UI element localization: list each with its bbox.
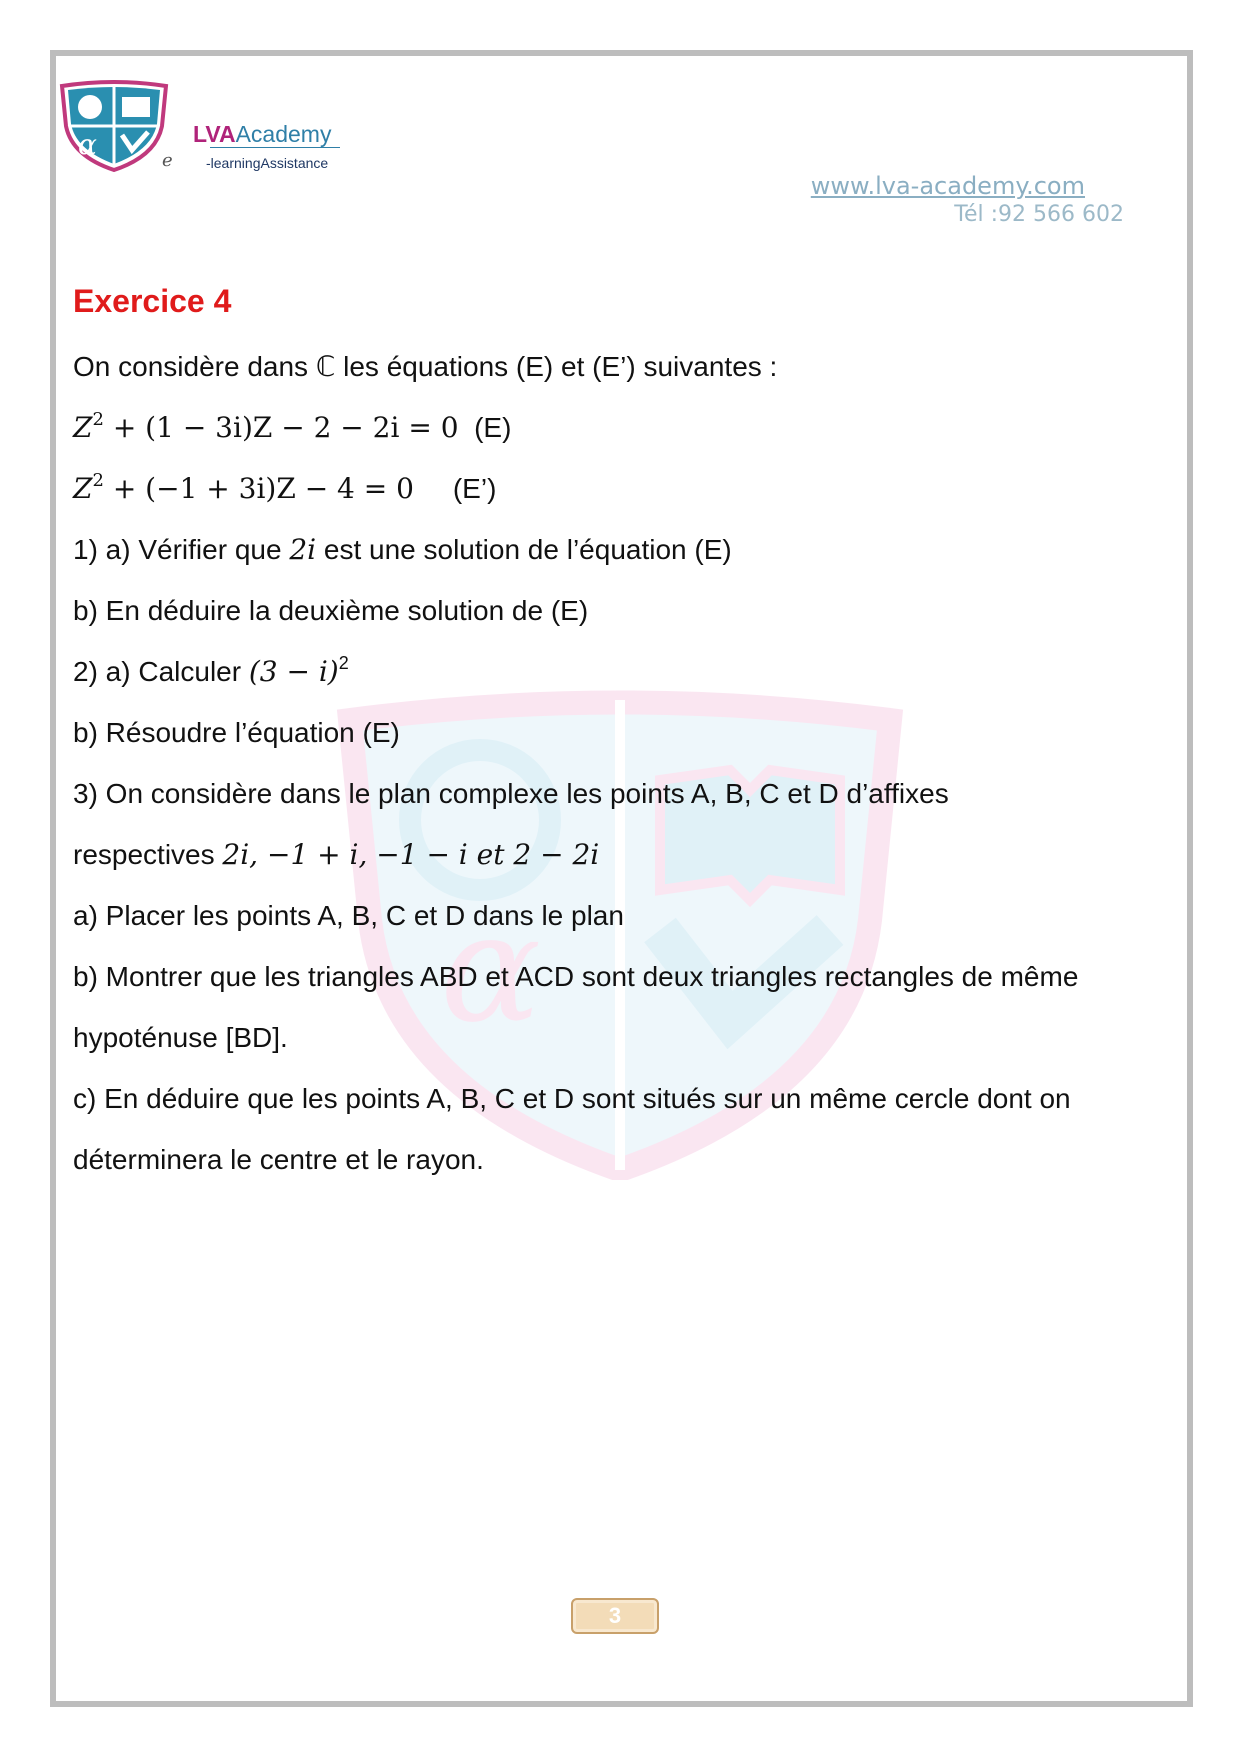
q2a-math: (3 − i) xyxy=(248,655,339,688)
affixes-math: 2i, −1 + i, −1 − i et 2 − 2i xyxy=(222,838,600,871)
lva-shield-logo xyxy=(58,80,170,172)
exercise-title: Exercice 4 xyxy=(73,283,232,319)
page-number: 3 xyxy=(571,1598,659,1634)
eq1-exponent: 2 xyxy=(92,409,104,430)
q1a-math: 2i xyxy=(289,533,317,566)
brand-tagline: -learningAssistance xyxy=(206,155,329,171)
question-2a xyxy=(73,655,349,689)
phone-number: Tél :92 566 602 xyxy=(954,202,1124,227)
question-3: 3) On considère dans le plan complexe les points A, B, C et D d’affixes xyxy=(73,778,949,809)
eq2-z: Z xyxy=(73,472,93,505)
question-3-affixes xyxy=(73,838,599,872)
eq1-z: Z xyxy=(73,411,93,444)
question-3b-line2: hypoténuse [BD]. xyxy=(73,1022,288,1053)
q2a-pre: 2) a) Calculer xyxy=(73,656,249,687)
question-1b: b) En déduire la deuxième solution de (E) xyxy=(73,595,589,626)
chat-icon xyxy=(78,95,102,119)
question-2b: b) Résoudre l’équation (E) xyxy=(73,717,400,748)
watermark-alpha: α xyxy=(440,882,542,1056)
question-1a xyxy=(73,533,732,567)
q1a-post: est une solution de l’équation (E) xyxy=(316,534,732,565)
question-3c-line2: déterminera le centre et le rayon. xyxy=(73,1144,484,1175)
eq2-rest: + (−1 + 3i)Z − 4 = 0 xyxy=(103,472,414,505)
equation-e xyxy=(73,411,511,445)
eq2-label: (E’) xyxy=(452,473,497,504)
brand-lva: LVA xyxy=(193,121,236,147)
brand-underline xyxy=(210,147,340,148)
eq2-exponent: 2 xyxy=(92,470,104,491)
logo-e-letter: e xyxy=(162,150,173,171)
brand-academy: Academy xyxy=(235,121,332,147)
website-link[interactable]: www.lva-academy.com xyxy=(810,172,1085,200)
eq1-rest: + (1 − 3i)Z − 2 − 2i = 0 xyxy=(103,411,459,444)
equation-e-prime xyxy=(73,472,496,506)
brand-name xyxy=(193,121,331,148)
logo-alpha: α xyxy=(78,128,97,161)
question-3b-line1: b) Montrer que les triangles ABD et ACD sont deux triangles rectangles de même xyxy=(73,961,1079,992)
question-3c-line1: c) En déduire que les points A, B, C et D sont situés sur un même cercle dont on xyxy=(73,1083,1071,1114)
book-icon xyxy=(122,97,150,117)
eq1-label: (E) xyxy=(474,412,512,443)
q1a-pre: 1) a) Vérifier que xyxy=(73,534,290,565)
q2a-exponent: 2 xyxy=(338,653,349,673)
exercise-intro: On considère dans ℂ les équations (E) et (E’) suivantes : xyxy=(73,351,778,382)
question-3a: a) Placer les points A, B, C et D dans le plan xyxy=(73,900,624,931)
affixes-pre: respectives xyxy=(73,839,223,870)
